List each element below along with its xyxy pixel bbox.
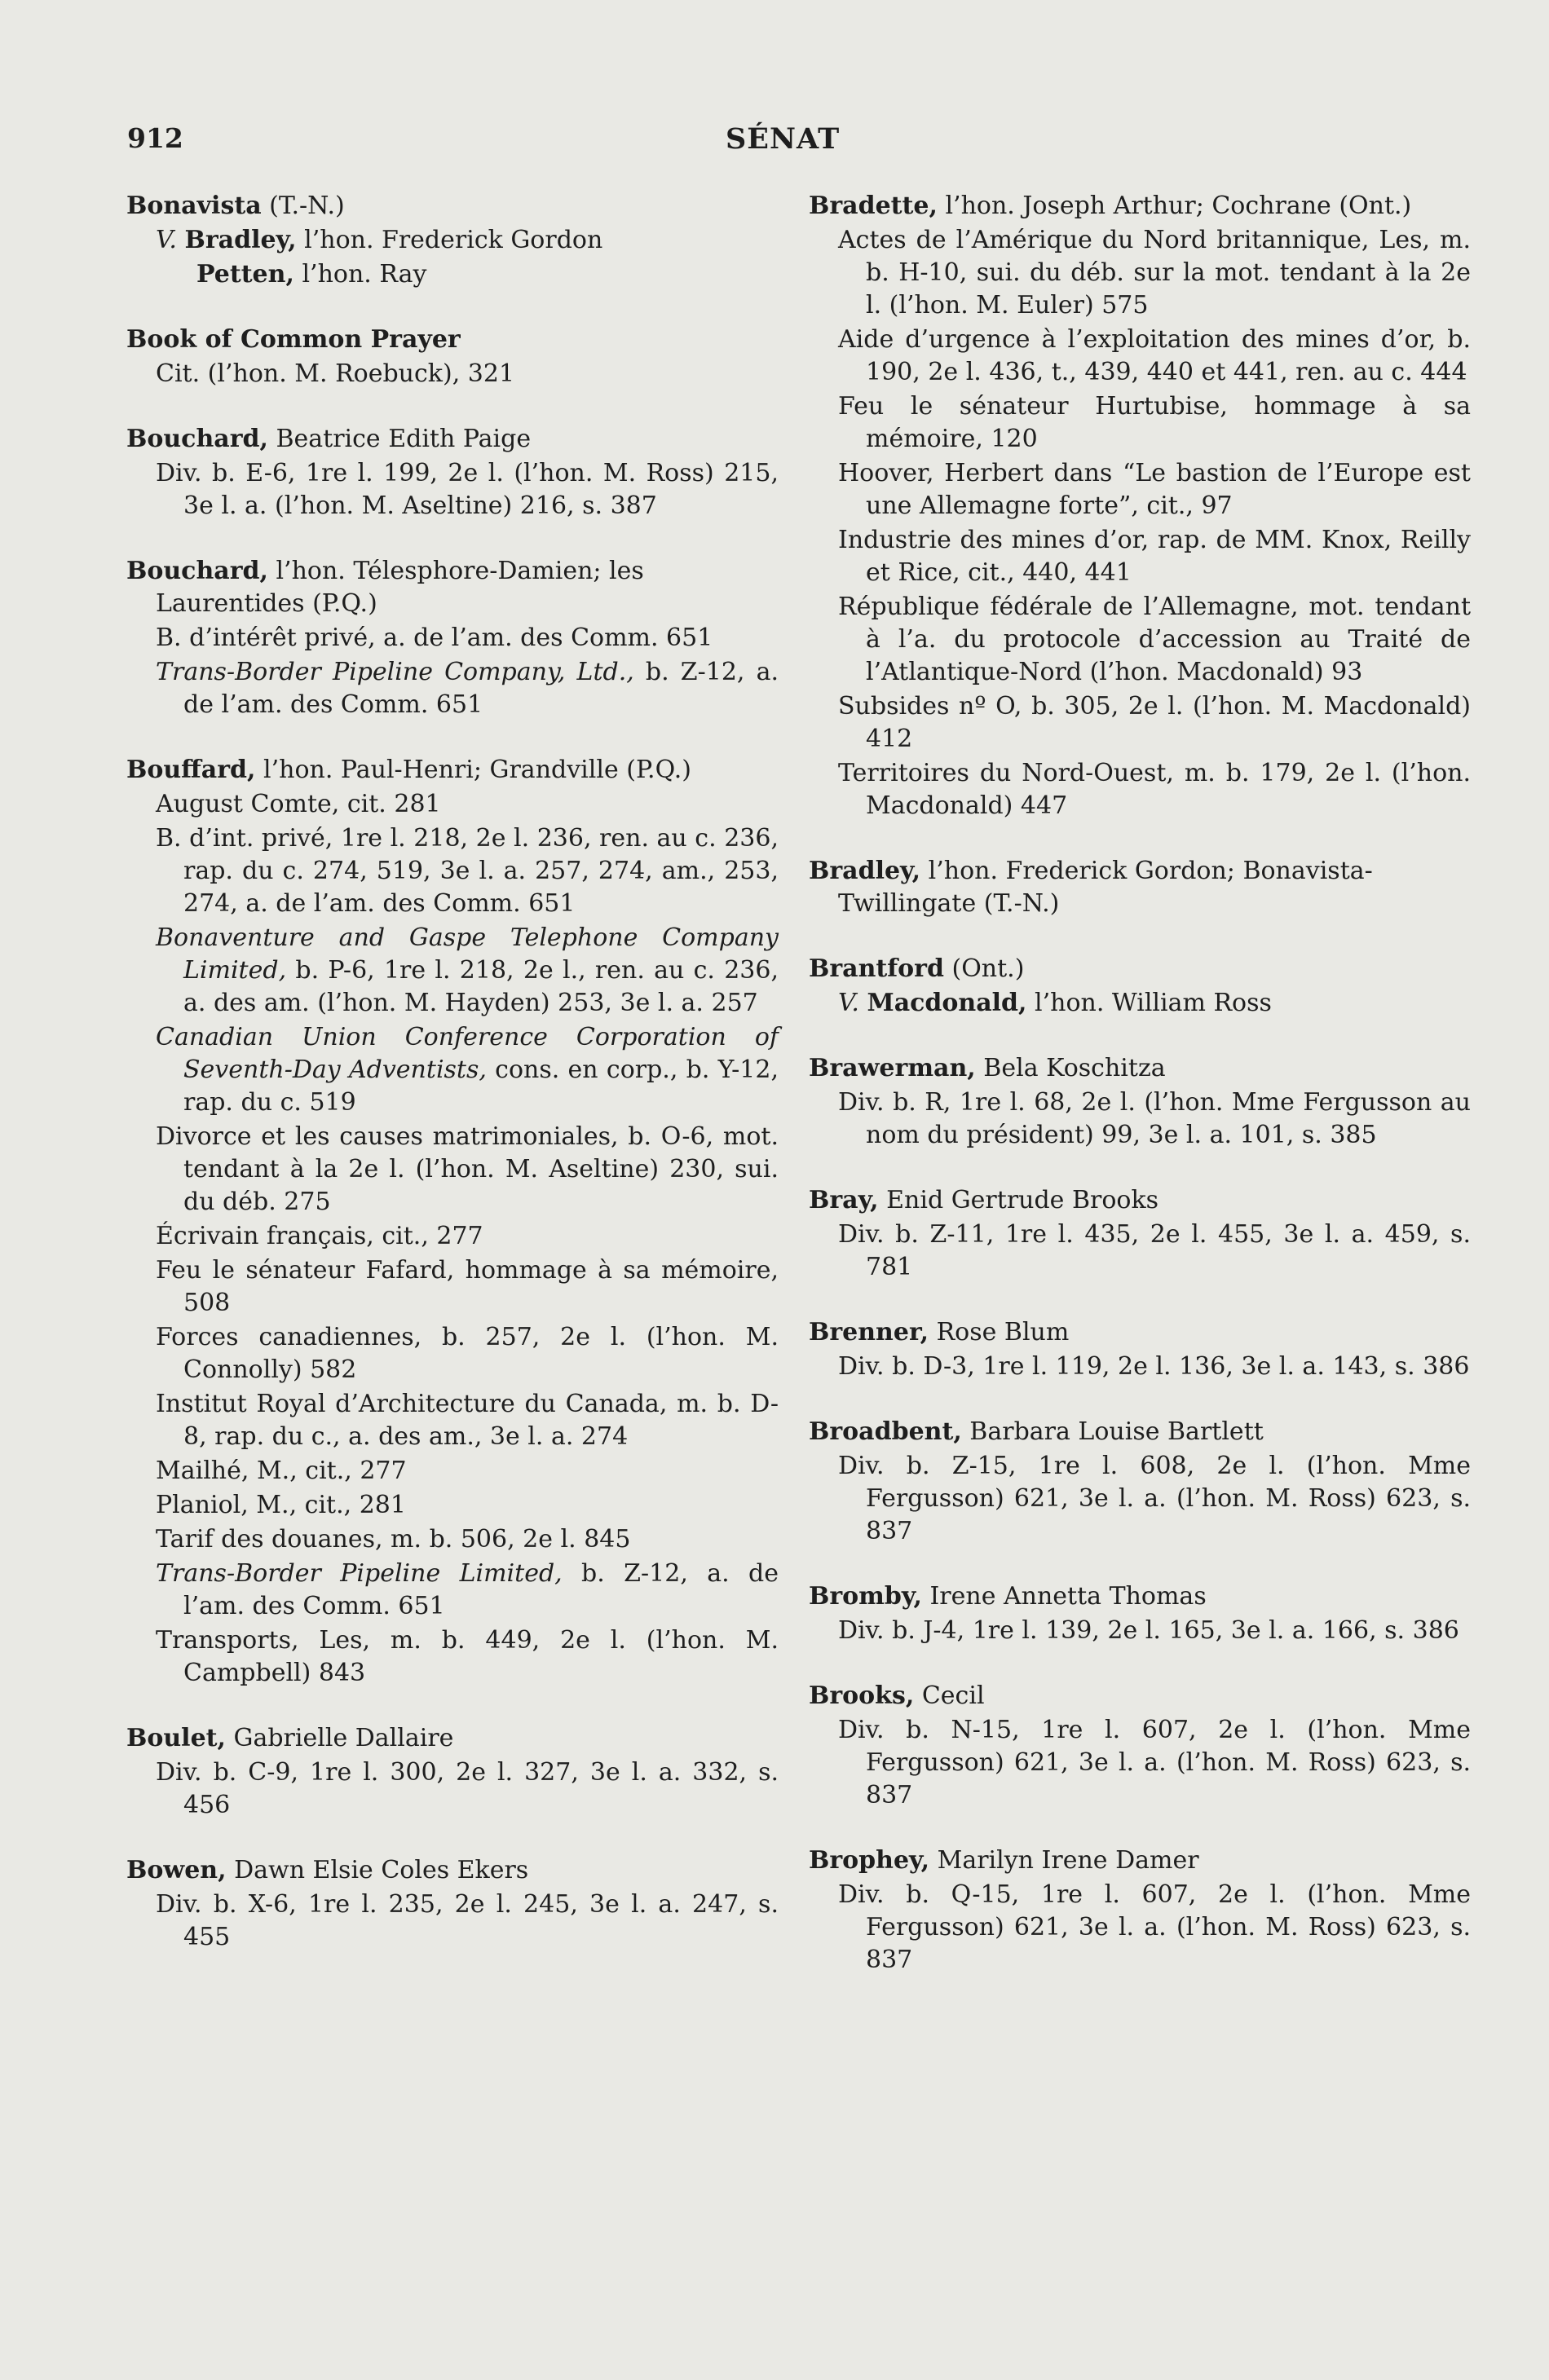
index-entry xyxy=(126,423,779,522)
subitem-text: Territoires du Nord-Ouest, m. b. 179, 2e l. (l’hon. Macdonald) 447 xyxy=(838,759,1471,820)
entry-subitem xyxy=(126,1455,779,1488)
index-entry xyxy=(809,1680,1471,1812)
index-entry xyxy=(809,1844,1471,1977)
entry-subitem xyxy=(126,1321,779,1386)
entry-heading-text: l’hon. Paul-Henri; Grandville (P.Q.) xyxy=(255,756,691,784)
entry-subitem xyxy=(126,1889,779,1954)
subitem-text: Div. b. Z-15, 1re l. 608, 2e l. (l’hon. Mme Fergusson) 621, 3e l. a. (l’hon. M. Ross) 623, s. 837 xyxy=(838,1452,1471,1545)
cross-ref-name: Bradley, xyxy=(184,226,297,254)
entry-headword: Bouchard, xyxy=(126,425,268,453)
subitem-text: Écrivain français, cit., 277 xyxy=(156,1222,483,1250)
subitem-text: b. Z-12, a. de l’am. des Comm. 651 xyxy=(183,1559,779,1620)
subitem-text: Planiol, M., cit., 281 xyxy=(156,1491,406,1519)
entry-heading xyxy=(126,1722,779,1755)
entry-heading xyxy=(126,190,779,223)
index-entry xyxy=(809,855,1471,920)
subitem-text: Div. b. D-3, 1re l. 119, 2e l. 136, 3e l. a. 143, s. 386 xyxy=(838,1352,1470,1381)
entry-subitem xyxy=(126,622,779,654)
subitem-text: l’hon. Ray xyxy=(293,260,427,289)
subitem-text: Feu le sénateur Hurtubise, hommage à sa mémoire, 120 xyxy=(838,392,1471,453)
entry-heading xyxy=(126,1854,779,1887)
right-column xyxy=(809,190,1471,1977)
entry-heading xyxy=(809,1844,1471,1877)
entry-heading-text: Beatrice Edith Paige xyxy=(267,425,532,453)
subitem-text: Aide d’urgence à l’exploitation des mines d’or, b. 190, 2e l. 436, t., 439, 440 et 441, ren. au c. 444 xyxy=(838,325,1471,386)
index-entry xyxy=(809,1184,1471,1284)
entry-heading-text: Enid Gertrude Brooks xyxy=(878,1186,1159,1214)
entry-heading-text: Gabrielle Dallaire xyxy=(225,1724,454,1752)
entry-heading-text: Dawn Elsie Coles Ekers xyxy=(226,1856,529,1884)
entry-subitem xyxy=(809,524,1471,589)
entry-heading-text: l’hon. Joseph Arthur; Cochrane (Ont.) xyxy=(937,192,1412,220)
entry-heading xyxy=(809,953,1471,985)
entry-heading-text: (Ont.) xyxy=(943,954,1025,983)
entry-subitem xyxy=(126,1220,779,1253)
entry-subitem xyxy=(809,324,1471,389)
entry-subitem xyxy=(126,1523,779,1556)
cross-ref-name: Macdonald, xyxy=(867,989,1027,1017)
index-entry xyxy=(809,1316,1471,1383)
entry-subitem xyxy=(126,457,779,522)
entry-subitem xyxy=(126,1021,779,1119)
entry-headword: Bradette, xyxy=(809,192,938,220)
index-entry xyxy=(809,1052,1471,1152)
entry-heading xyxy=(809,1580,1471,1613)
entry-heading-text: Rose Blum xyxy=(929,1318,1070,1346)
entry-heading xyxy=(126,555,779,620)
subitem-text: Div. b. Z-11, 1re l. 435, 2e l. 455, 3e l. a. 459, s. 781 xyxy=(838,1220,1471,1281)
italic-title: Trans-Border Pipeline Limited, xyxy=(156,1559,563,1588)
subitem-text: République fédérale de l’Allemagne, mot. tendant à l’a. du protocole d’accession au Traité de l’Atlantique-Nord (l’hon. Macdonald) 93 xyxy=(838,593,1471,686)
subitem-text: Div. b. C-9, 1re l. 300, 2e l. 327, 3e l. a. 332, s. 456 xyxy=(156,1758,779,1819)
entry-subitem xyxy=(126,922,779,1020)
entry-headword: Bonavista xyxy=(126,192,262,220)
entry-heading-text: Cecil xyxy=(914,1681,985,1710)
subitem-text: Div. b. X-6, 1re l. 235, 2e l. 245, 3e l. a. 247, s. 455 xyxy=(156,1890,779,1951)
index-entry xyxy=(126,1722,779,1822)
entry-heading xyxy=(809,1316,1471,1349)
subitem-text: Divorce et les causes matrimoniales, b. O-6, mot. tendant à la 2e l. (l’hon. M. Aseltine) 230, sui. du déb. 275 xyxy=(156,1122,779,1216)
entry-subitem xyxy=(809,987,1471,1020)
italic-title: Bonaventure and Gaspe Telephone Company Limited, xyxy=(156,923,779,985)
entry-subitem xyxy=(809,457,1471,522)
subitem-text: Mailhé, M., cit., 277 xyxy=(156,1457,407,1485)
entry-heading-text: l’hon. Télesphore-Damien; les Laurentides (P.Q.) xyxy=(156,557,644,618)
entry-heading xyxy=(126,324,779,356)
subitem-text: l’hon. William Ross xyxy=(1026,989,1272,1017)
entry-heading xyxy=(126,423,779,456)
entry-subitem xyxy=(126,1756,779,1822)
entry-subitem xyxy=(809,1879,1471,1977)
cross-ref-name: Petten, xyxy=(196,260,294,289)
entry-heading xyxy=(809,1184,1471,1217)
index-entry xyxy=(809,190,1471,822)
entry-subitem xyxy=(809,224,1471,322)
entry-heading xyxy=(126,754,779,787)
index-entry xyxy=(809,1580,1471,1647)
subitem-text: Transports, Les, m. b. 449, 2e l. (l’hon. M. Campbell) 843 xyxy=(156,1626,779,1687)
entry-subitem xyxy=(126,788,779,821)
subitem-text: Subsides nº O, b. 305, 2e l. (l’hon. M. Macdonald) 412 xyxy=(838,692,1471,753)
entry-heading xyxy=(809,1052,1471,1085)
entry-subitem xyxy=(126,822,779,920)
index-entry xyxy=(809,953,1471,1020)
subitem-text: Tarif des douanes, m. b. 506, 2e l. 845 xyxy=(156,1525,631,1554)
entry-subitem xyxy=(809,591,1471,689)
page-title: SÉNAT xyxy=(726,122,841,156)
entry-subitem xyxy=(809,390,1471,456)
entry-headword: Broadbent, xyxy=(809,1417,962,1446)
subitem-text: Div. b. J-4, 1re l. 139, 2e l. 165, 3e l. a. 166, s. 386 xyxy=(838,1616,1459,1645)
entry-subitem xyxy=(809,1615,1471,1647)
subitem-text: cons. en corp., b. Y-12, rap. du c. 519 xyxy=(183,1056,779,1117)
entry-headword: Bouffard, xyxy=(126,756,256,784)
entry-subitem xyxy=(126,358,779,390)
subitem-text: Forces canadiennes, b. 257, 2e l. (l’hon. M. Connolly) 582 xyxy=(156,1323,779,1384)
index-entry xyxy=(126,555,779,721)
entry-subitem xyxy=(809,1219,1471,1284)
index-entry xyxy=(126,190,779,291)
entry-headword: Brawerman, xyxy=(809,1054,976,1082)
entry-headword: Bowen, xyxy=(126,1856,227,1884)
subitem-text: August Comte, cit. 281 xyxy=(156,790,441,818)
index-entry xyxy=(126,324,779,390)
entry-heading-text: Barbara Louise Bartlett xyxy=(961,1417,1264,1446)
entry-subitem xyxy=(809,1450,1471,1548)
entry-subitem xyxy=(809,757,1471,822)
entry-headword: Bradley, xyxy=(809,857,921,885)
subitem-text: B. d’int. privé, 1re l. 218, 2e l. 236, ren. au c. 236, rap. du c. 274, 519, 3e l. a. 257, 274, am., 253, 274, a. de l’am. des Comm. 651 xyxy=(156,824,779,918)
subitem-text: Cit. (l’hon. M. Roebuck), 321 xyxy=(156,359,515,388)
subitem-text: b. Z-12, a. de l’am. des Comm. 651 xyxy=(183,658,779,719)
entry-headword: Brantford xyxy=(809,954,944,983)
entry-heading-text: Bela Koschitza xyxy=(975,1054,1166,1082)
entry-headword: Bromby, xyxy=(809,1582,922,1611)
subitem-text: Div. b. E-6, 1re l. 199, 2e l. (l’hon. M. Ross) 215, 3e l. a. (l’hon. M. Aseltine) 216, s. 387 xyxy=(156,459,779,520)
entry-subitem xyxy=(126,1254,779,1320)
entry-headword: Book of Common Prayer xyxy=(126,325,461,354)
subitem-text: Div. b. R, 1re l. 68, 2e l. (l’hon. Mme Fergusson au nom du président) 99, 3e l. a. 101, s. 385 xyxy=(838,1088,1471,1149)
entry-heading xyxy=(809,1416,1471,1448)
subitem-text: Actes de l’Amérique du Nord britannique, Les, m. b. H-10, sui. du déb. sur la mot. tendant à la 2e l. (l’hon. M. Euler) 575 xyxy=(838,226,1471,320)
entry-subitem xyxy=(809,1351,1471,1383)
entry-subitem xyxy=(126,1558,779,1623)
entry-subitem xyxy=(126,1624,779,1690)
entry-headword: Boulet, xyxy=(126,1724,226,1752)
entry-heading-text: l’hon. Frederick Gordon; Bonavista-Twillingate (T.-N.) xyxy=(838,857,1373,918)
index-entry xyxy=(126,1854,779,1954)
entry-subitem xyxy=(126,258,779,291)
entry-subitem xyxy=(809,1714,1471,1812)
subitem-text: B. d’intérêt privé, a. de l’am. des Comm. 651 xyxy=(156,624,713,652)
subitem-text: Hoover, Herbert dans “Le bastion de l’Europe est une Allemagne forte”, cit., 97 xyxy=(838,459,1471,520)
subitem-text: b. P-6, 1re l. 218, 2e l., ren. au c. 236, a. des am. (l’hon. M. Hayden) 253, 3e l. a. 257 xyxy=(183,956,779,1017)
subitem-text: l’hon. Frederick Gordon xyxy=(296,226,603,254)
entry-subitem xyxy=(126,1121,779,1219)
entry-heading-text: Irene Annetta Thomas xyxy=(921,1582,1207,1611)
page-number: 912 xyxy=(127,122,183,154)
index-entry xyxy=(809,1416,1471,1548)
entry-subitem xyxy=(809,690,1471,756)
cross-ref-marker: V. xyxy=(156,226,185,254)
index-entry xyxy=(126,754,779,1690)
entry-heading xyxy=(809,1680,1471,1712)
entry-headword: Brooks, xyxy=(809,1681,915,1710)
entry-subitem xyxy=(126,656,779,721)
entry-headword: Bouchard, xyxy=(126,557,268,585)
entry-heading-text: Marilyn Irene Damer xyxy=(929,1846,1199,1875)
subitem-text: Industrie des mines d’or, rap. de MM. Knox, Reilly et Rice, cit., 440, 441 xyxy=(838,526,1471,587)
entry-heading xyxy=(809,190,1471,223)
entry-subitem xyxy=(126,1489,779,1522)
left-column xyxy=(126,190,779,1954)
entry-subitem xyxy=(126,1388,779,1453)
cross-ref-marker: V. xyxy=(838,989,867,1017)
subitem-text: Feu le sénateur Fafard, hommage à sa mémoire, 508 xyxy=(156,1256,779,1317)
subitem-text: Div. b. Q-15, 1re l. 607, 2e l. (l’hon. Mme Fergusson) 621, 3e l. a. (l’hon. M. Ross) 623, s. 837 xyxy=(838,1880,1471,1974)
entry-headword: Brophey, xyxy=(809,1846,930,1875)
entry-subitem xyxy=(809,1086,1471,1152)
entry-heading-text: (T.-N.) xyxy=(261,192,345,220)
italic-title: Trans-Border Pipeline Company, Ltd., xyxy=(156,658,634,686)
italic-title: Canadian Union Conference Corporation of Seventh-Day Adventists, xyxy=(156,1023,779,1084)
entry-headword: Brenner, xyxy=(809,1318,929,1346)
entry-heading xyxy=(809,855,1471,920)
entry-headword: Bray, xyxy=(809,1186,879,1214)
subitem-text: Div. b. N-15, 1re l. 607, 2e l. (l’hon. Mme Fergusson) 621, 3e l. a. (l’hon. M. Ross) 623, s. 837 xyxy=(838,1716,1471,1809)
subitem-text: Institut Royal d’Architecture du Canada, m. b. D-8, rap. du c., a. des am., 3e l. a. 274 xyxy=(156,1390,779,1451)
entry-subitem xyxy=(126,224,779,257)
